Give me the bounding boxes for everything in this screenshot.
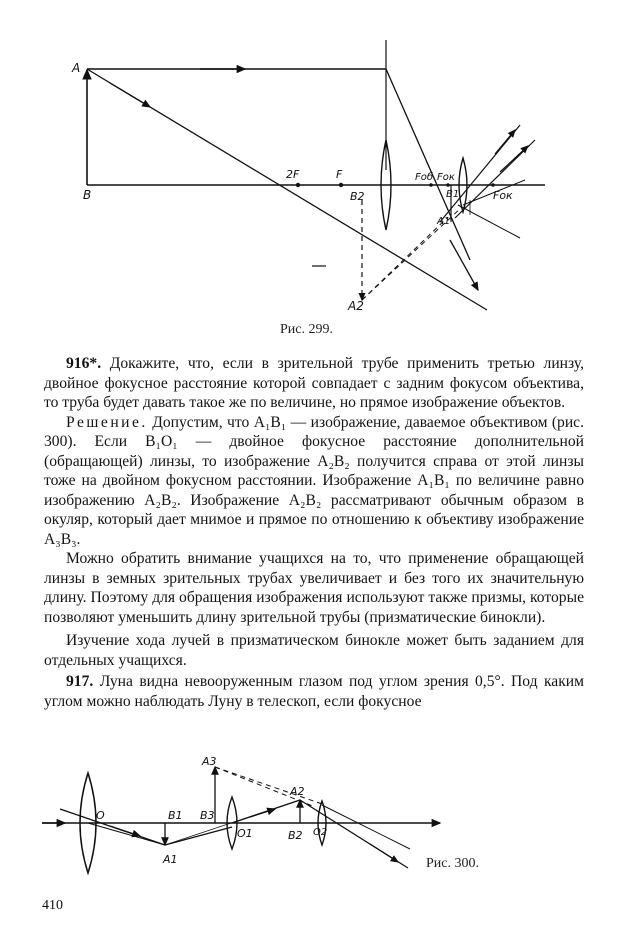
problem-916 [44,354,584,413]
problem-917 [44,672,584,711]
label-a: A [72,61,81,75]
label-b1-300: B1 [168,809,183,822]
label-b: B [83,188,92,202]
label-a2: A2 [348,299,364,313]
label-a2-300: A2 [290,785,305,798]
problem-916-statement: Докажите, что, если в зрительной трубе применить третью линзу, двойное фокусное расстояние которой совпадает с задним фокусом объектива, то труба будет давать такое же по величине, но прямое изображение объектов. [44,355,584,411]
label-o: O [96,809,105,822]
figure-300 [0,745,625,895]
label-b2-300: B2 [288,829,303,842]
label-2f: 2F [286,168,300,181]
ray-refracted-1 [386,69,470,260]
figure-299 [0,0,625,330]
solution-label: Решение. [66,413,148,431]
figure-299-caption: Рис. 299. [280,322,333,337]
paragraph-3: Изучение хода лучей в призматическом бинокле может быть заданием для отдельных учащихся. [44,632,584,669]
label-a3: A3 [202,755,217,768]
label-b1: B1 [446,189,460,200]
problem-916-number: 916*. [66,355,102,372]
label-fok-1: Fок [437,172,455,183]
label-o2: O2 [313,827,328,838]
label-b2: B2 [350,190,365,203]
problem-917-statement: Луна видна невооруженным глазом под углом зрения 0,5°. Под каким углом можно наблюдать Луну в телескоп, если фокусное [44,673,584,710]
label-f: F [336,168,343,181]
problem-916-solution [44,413,584,550]
figure-300-caption: Рис. 300. [426,856,479,871]
label-a1-300: A1 [163,853,178,866]
label-fob: Fоб [415,172,434,183]
point-f [339,183,343,187]
label-b3: B3 [200,809,215,822]
paragraph-2: Можно обратить внимание учащихся на то, что применение обращающей линзы в земных зрительных трубах увеличивает и без того их значительную длину. Поэтому для обращения изображения используют также призмы, которые позволяют уменьшить длину зрительной трубы (призматические бинокли). [44,550,584,626]
solution-text: Допустим, что A₁B₁ — изображение, даваемое объективом (рис. 300). Если B₁O₁ — двойное фокусное расстояние дополнительной (обращающей) линзы, то изображение A₂B₂ получится справа от этой линзы тоже на двойном фокусном расстоянии. Изображение A₁B₁ по величине равно изображению A₂B₂. Изображение A₂B₂ рассматривают обычным образом в окуляр, который дает мнимое и прямое по отношению к объективу изображение A₃B₃. [44,413,584,548]
label-fok-2: Fок [493,189,513,202]
point-2f [296,183,300,187]
label-o1: O1 [237,827,253,840]
page-number: 410 [42,898,63,913]
label-a1: A1 [437,216,451,227]
problem-917-number: 917. [66,673,94,690]
text-block [44,354,584,711]
